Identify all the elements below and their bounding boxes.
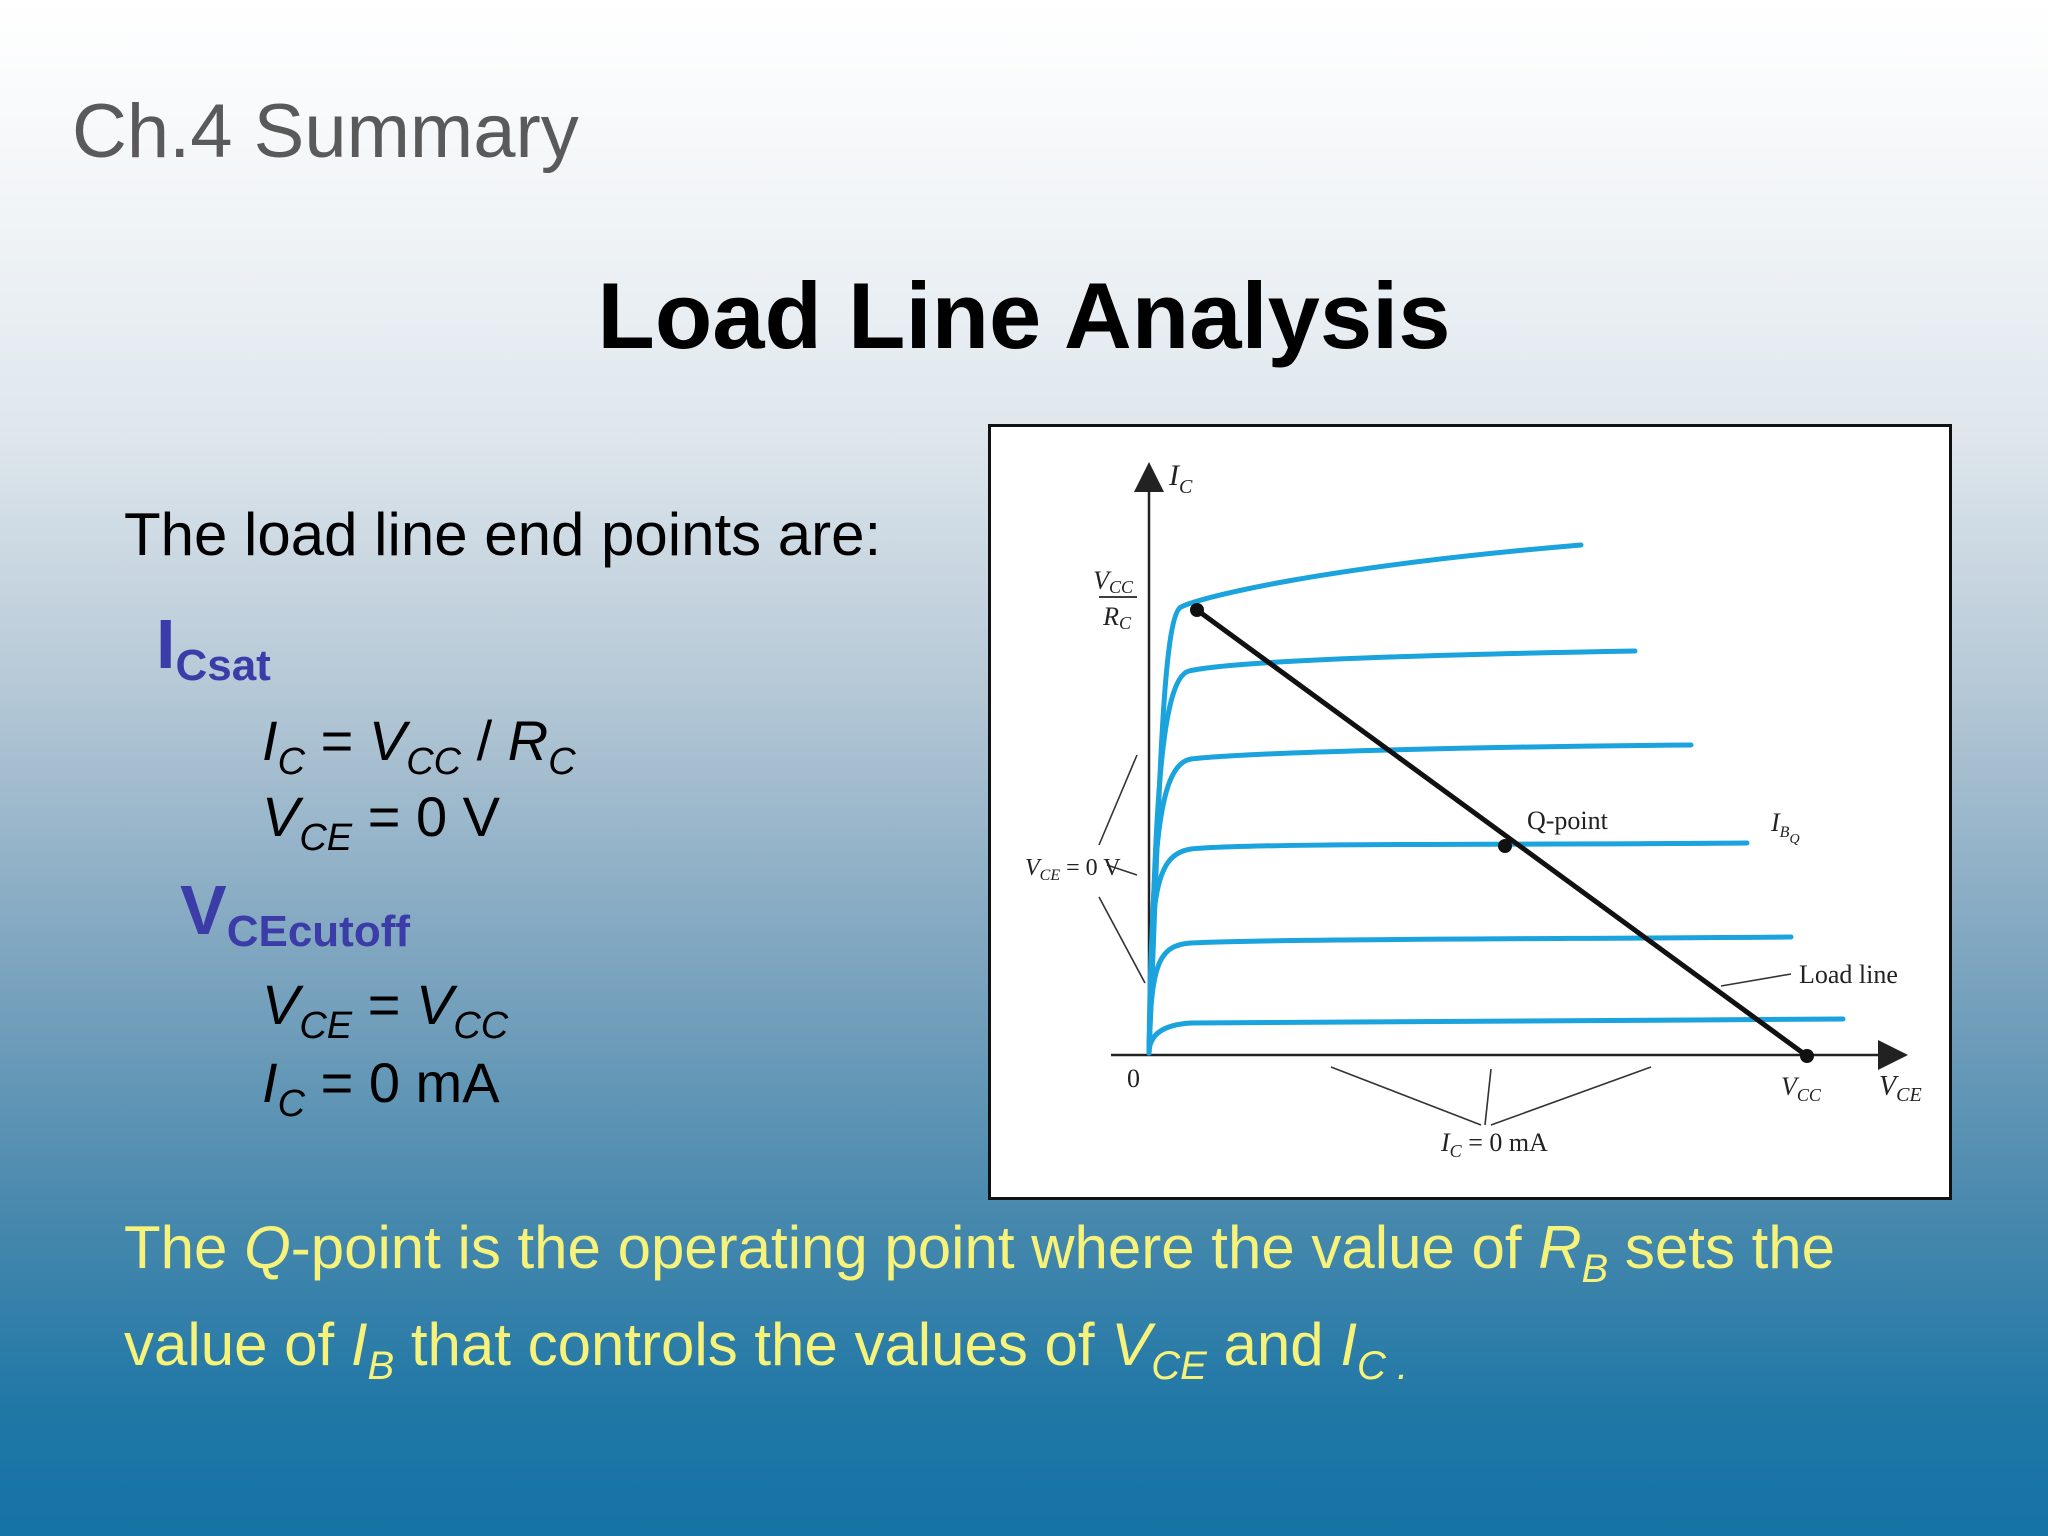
q-point-marker (1498, 839, 1512, 853)
load-line (1197, 610, 1807, 1056)
icsat-equation-current: $I_C = V_{CC} / R_C$ (262, 709, 576, 783)
icsat-heading: $I_{Csat}$ (156, 605, 271, 690)
icsat-equation-voltage: $V_{CE} = 0$ V (262, 785, 501, 859)
ibq-label: $I_{BQ}$ (1771, 808, 1800, 847)
load-line-label: Load line (1799, 960, 1898, 989)
ic-zero-label: $I_C = 0$ mA (1441, 1128, 1548, 1161)
vcc-axis-label: $V_{CC}$ (1781, 1072, 1821, 1105)
ib-curve-6 (1149, 1019, 1843, 1053)
vcecutoff-equation-current: $I_C = 0$ mA (262, 1051, 500, 1125)
ib-curve-3 (1149, 745, 1691, 1053)
vcecutoff-heading: $V_{CEcutoff}$ (180, 871, 411, 956)
vcc-rc-numerator: VCC (1093, 566, 1133, 597)
ib-curves (1149, 545, 1843, 1053)
ib-curve-5 (1149, 937, 1791, 1053)
y-axis-label: $I_C$ (1169, 459, 1193, 498)
intro-text: The load line end points are: (124, 501, 882, 568)
q-point-label: Q-point (1527, 806, 1608, 835)
vcecutoff-equation-voltage: $V_{CE} = V_{CC}$ (262, 973, 509, 1047)
saturation-point (1190, 603, 1204, 617)
cutoff-point (1800, 1049, 1814, 1063)
origin-label: 0 (1127, 1064, 1140, 1093)
vcc-rc-denominator: RC (1103, 602, 1131, 633)
ib-curve-2 (1149, 651, 1635, 1053)
characteristic-curves-diagram (991, 427, 1949, 1197)
load-line-figure (988, 424, 1952, 1200)
q-point-explanation: The Q-point is the operating point where the value of $R_B$ sets the value of $I_B$ that controls the values of $V_{CE}$ and $I_{C .}$ (124, 1214, 1836, 1388)
slide-title: Load Line Analysis (597, 263, 1451, 368)
vce-zero-label: $V_{CE} = 0$ V (1025, 855, 1121, 884)
chapter-label: Ch.4 Summary (72, 89, 579, 174)
x-axis-label: $V_{CE}$ (1879, 1071, 1922, 1106)
